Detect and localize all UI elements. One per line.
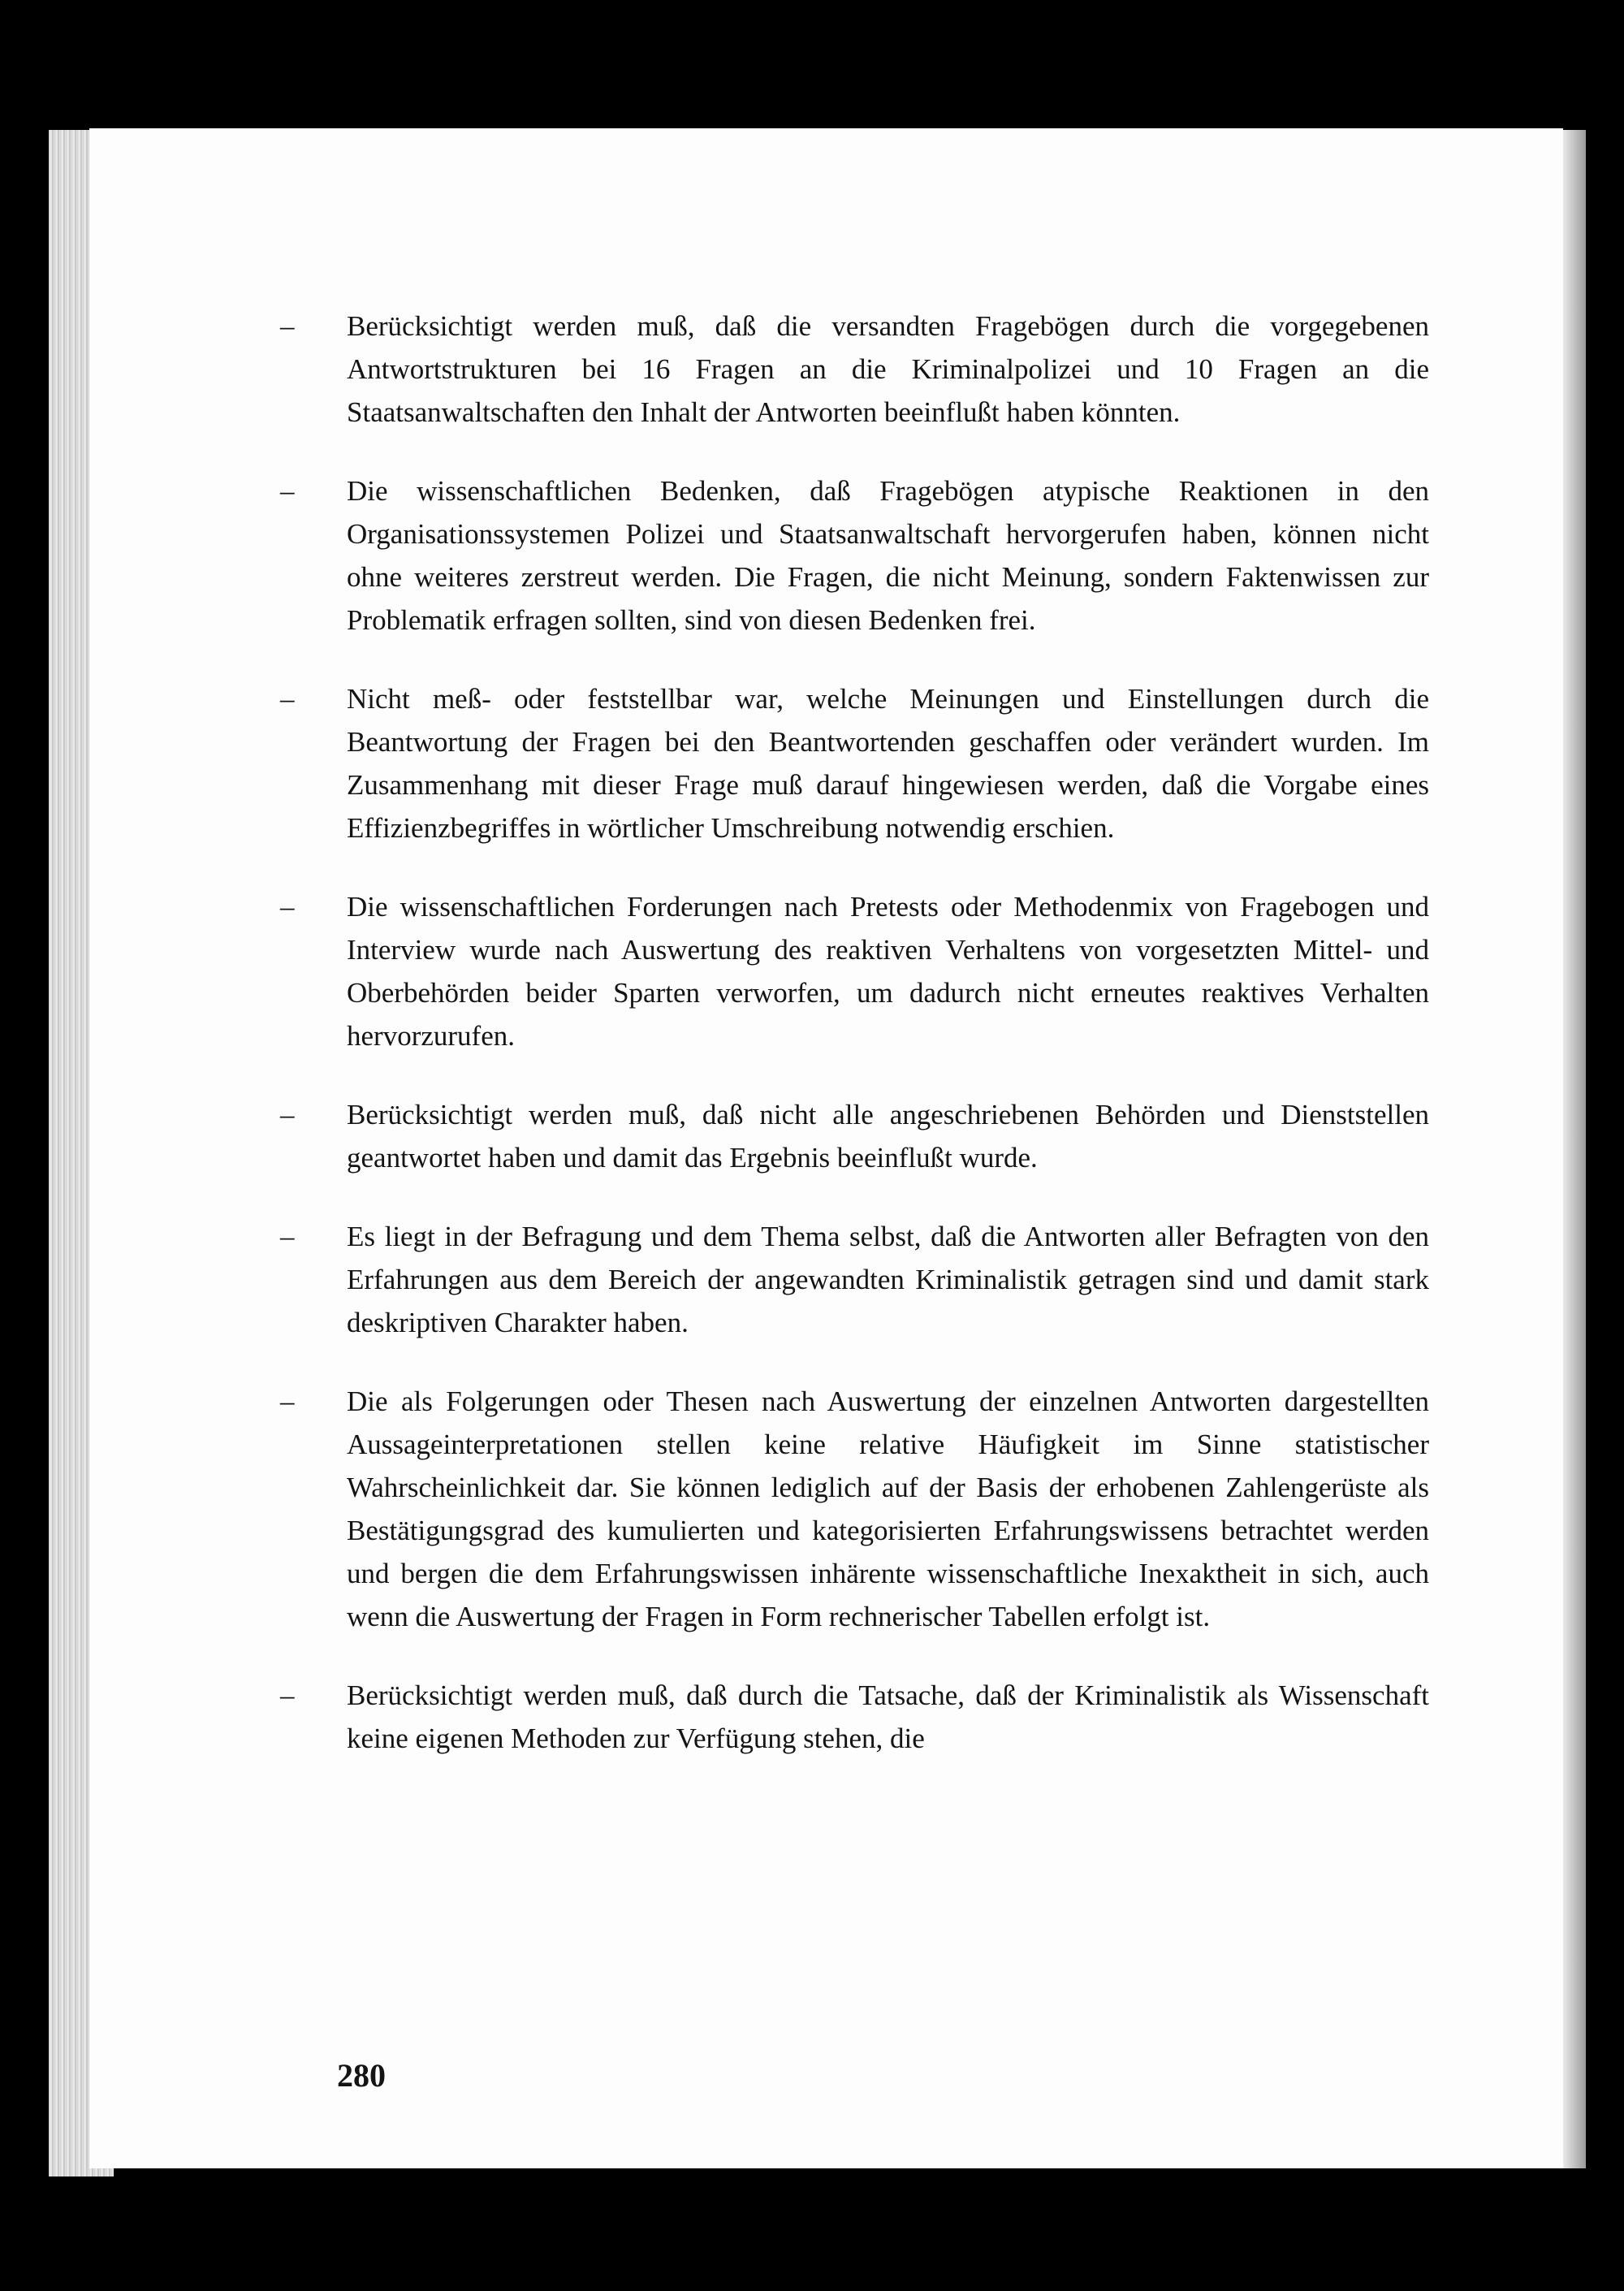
page-number: 280 [337,2057,386,2094]
list-item [280,469,1429,642]
list-item [280,885,1429,1057]
list-item-text: Die wissenschaftlichen Forderungen nach Pretests oder Methodenmix von Fragebogen und Interview wurde nach Auswertung des reaktiven Verhaltens von vorgesetzten Mittel- und Oberbehörden beider Sparten verworfen, um dadurch nicht erneutes reaktives Verhalten hervorzurufen. [347,891,1429,1052]
list-item-text: Berücksichtigt werden muß, daß durch die Tatsache, daß der Kriminalistik als Wissenschaft keine eigenen Methoden zur Verfügung stehen, die [347,1679,1429,1754]
list-item-text: Die als Folgerungen oder Thesen nach Auswertung der einzelnen Antworten dargestellten Aussageinterpretationen stellen keine relative Häufigkeit im Sinne statistischer Wahrscheinlichkeit dar. Sie können lediglich auf der Basis der erhobenen Zahlengerüste als Bestätigungsgrad des kumulierten und kategorisierten Erfahrungswissens betrachtet werden und bergen die dem Erfahrungswissen inhärente wissenschaftliche Inexaktheit in sich, auch wenn die Auswertung der Fragen in Form rechnerischer Tabellen erfolgt ist. [347,1385,1429,1632]
bullet-dash: – [280,310,295,342]
list-item-text: Es liegt in der Befragung und dem Thema selbst, daß die Antworten aller Befragten von den Erfahrungen aus dem Bereich der angewandten Kriminalistik getragen sind und damit stark deskriptiven Charakter haben. [347,1221,1429,1338]
bullet-dash: – [280,475,295,507]
list-item [280,305,1429,434]
bullet-dash: – [280,683,295,715]
bullet-dash: – [280,1385,295,1417]
list-item [280,1674,1429,1760]
list-item [280,1093,1429,1179]
page-shadow [1563,130,1586,2168]
list-item [280,1380,1429,1638]
page-body [280,305,1429,1796]
bullet-dash: – [280,1679,295,1711]
list-item-text: Berücksichtigt werden muß, daß die versandten Fragebögen durch die vorgegebenen Antwortstrukturen bei 16 Fragen an die Kriminalpolizei und 10 Fragen an die Staatsanwaltschaften den Inhalt der Antworten beeinflußt haben könnten. [347,310,1429,428]
bullet-dash: – [280,1099,295,1130]
list-item-text: Berücksichtigt werden muß, daß nicht alle angeschriebenen Behörden und Dienststellen geantwortet haben und damit das Ergebnis beeinflußt wurde. [347,1099,1429,1174]
bullet-dash: – [280,891,295,923]
list-item-text: Nicht meß- oder feststellbar war, welche Meinungen und Einstellungen durch die Beantwortung der Fragen bei den Beantwortenden geschaffen oder verändert wurden. Im Zusammenhang mit dieser Frage muß darauf hingewiesen werden, daß die Vorgabe eines Effizienzbegriffes in wörtlicher Umschreibung notwendig erschien. [347,683,1429,844]
bullet-dash: – [280,1221,295,1252]
list-item [280,1215,1429,1344]
list-item [280,677,1429,849]
list-item-text: Die wissenschaftlichen Bedenken, daß Fragebögen atypische Reaktionen in den Organisationssystemen Polizei und Staatsanwaltschaft hervorgerufen haben, können nicht ohne weiteres zerstreut werden. Die Fragen, die nicht Meinung, sondern Faktenwissen zur Problematik erfragen sollten, sind von diesen Bedenken frei. [347,475,1429,636]
